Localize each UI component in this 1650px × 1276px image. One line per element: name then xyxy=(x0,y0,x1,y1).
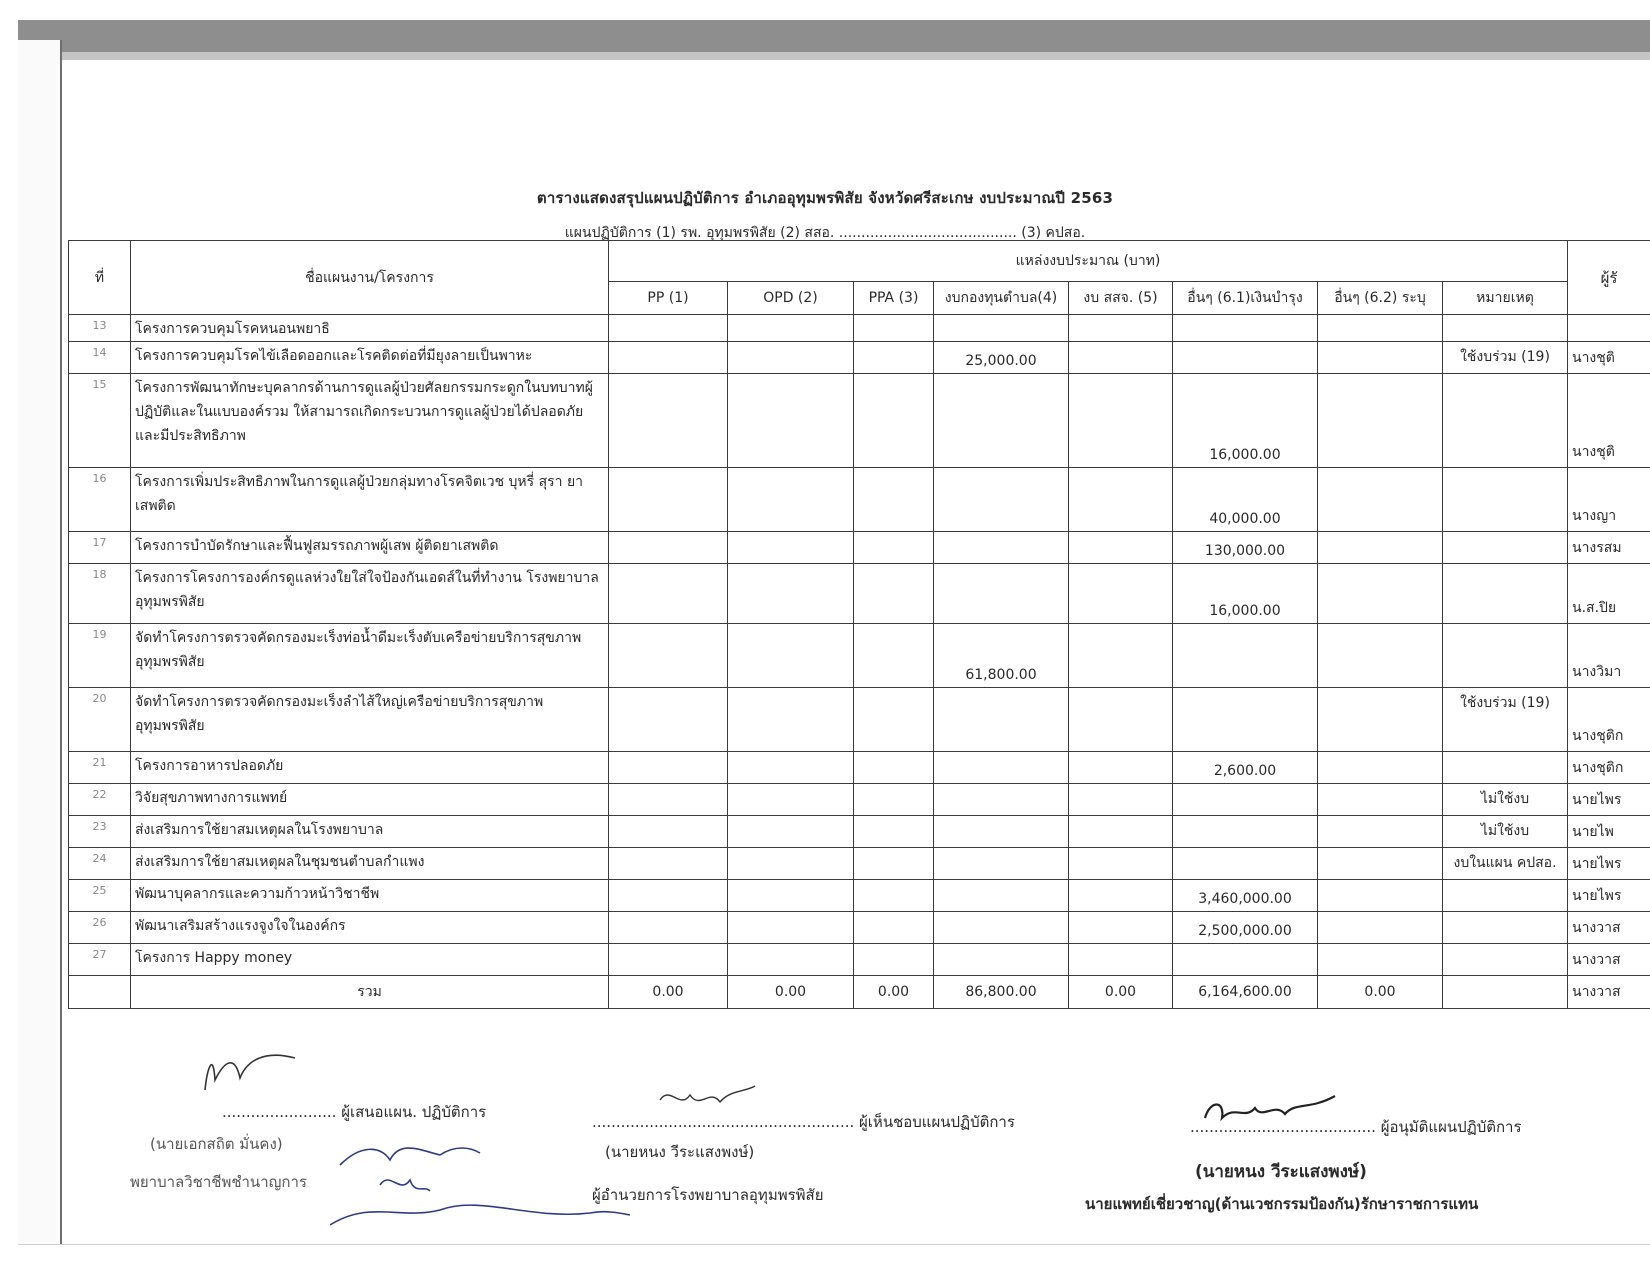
row-responsible: นางรสม xyxy=(1568,532,1650,564)
row-project-name: โครงการพัฒนาทักษะบุคลากรด้านการดูแลผู้ป่วยศัลยกรรมกระดูกในบทบาทผู้ปฏิบัติและในแบบองค์รวม ให้สามารถเกิดกระบวนการดูแลผู้ป่วยได้ปลอดภัยและมีประสิทธิภาพ xyxy=(131,374,609,468)
row-opd xyxy=(728,624,854,688)
total-note xyxy=(1443,976,1568,1009)
row-ssj xyxy=(1069,880,1173,912)
row-responsible: นางชุติก xyxy=(1568,688,1650,752)
total-pp: 0.00 xyxy=(609,976,728,1009)
row-number: 19 xyxy=(69,624,131,688)
total-other61: 6,164,600.00 xyxy=(1173,976,1318,1009)
table-row xyxy=(69,784,1650,816)
row-other62 xyxy=(1318,315,1443,342)
proposer-name: (นายเอกสถิต มั่นคง) xyxy=(150,1132,283,1156)
header-other62: อื่นๆ (6.2) ระบุ xyxy=(1318,282,1443,315)
row-note xyxy=(1443,374,1568,468)
table-row xyxy=(69,374,1650,468)
row-project-name: โครงการบำบัดรักษาและฟื้นฟูสมรรถภาพผู้เสพ ผู้ติดยาเสพติด xyxy=(131,532,609,564)
row-opd xyxy=(728,564,854,624)
row-opd xyxy=(728,688,854,752)
header-budget-source: แหล่งงบประมาณ (บาท) xyxy=(609,241,1568,282)
row-opd xyxy=(728,880,854,912)
row-responsible: นายไพร xyxy=(1568,848,1650,880)
row-other61 xyxy=(1173,784,1318,816)
row-fund xyxy=(934,374,1069,468)
row-ssj xyxy=(1069,848,1173,880)
row-ssj xyxy=(1069,688,1173,752)
row-responsible: น.ส.ปิย xyxy=(1568,564,1650,624)
total-label: รวม xyxy=(131,976,609,1009)
row-pp xyxy=(609,816,728,848)
document-title: ตารางแสดงสรุปแผนปฏิบัติการ อำเภออุทุมพรพิสัย จังหวัดศรีสะเกษ งบประมาณปี 2563 xyxy=(0,186,1650,210)
row-pp xyxy=(609,944,728,976)
row-fund xyxy=(934,315,1069,342)
scan-border-shadow xyxy=(18,52,1650,60)
row-note xyxy=(1443,624,1568,688)
row-ssj xyxy=(1069,532,1173,564)
row-ppa xyxy=(854,532,934,564)
row-other61: 2,600.00 xyxy=(1173,752,1318,784)
row-number: 22 xyxy=(69,784,131,816)
row-other62 xyxy=(1318,752,1443,784)
header-note: หมายเหตุ xyxy=(1443,282,1568,315)
row-other62 xyxy=(1318,912,1443,944)
row-pp xyxy=(609,468,728,532)
row-ppa xyxy=(854,624,934,688)
row-ssj xyxy=(1069,342,1173,374)
header-no: ที่ xyxy=(69,241,131,315)
row-responsible: นางชุติก xyxy=(1568,752,1650,784)
row-other61 xyxy=(1173,816,1318,848)
row-other62 xyxy=(1318,564,1443,624)
table-row xyxy=(69,532,1650,564)
row-pp xyxy=(609,784,728,816)
row-ppa xyxy=(854,752,934,784)
row-note xyxy=(1443,564,1568,624)
header-ssj: งบ สสจ. (5) xyxy=(1069,282,1173,315)
row-project-name: โครงการอาหารปลอดภัย xyxy=(131,752,609,784)
row-other61: 130,000.00 xyxy=(1173,532,1318,564)
row-other61: 16,000.00 xyxy=(1173,564,1318,624)
row-ppa xyxy=(854,468,934,532)
row-number: 20 xyxy=(69,688,131,752)
row-ssj xyxy=(1069,784,1173,816)
plan-summary-table xyxy=(68,240,1650,1009)
row-other61 xyxy=(1173,315,1318,342)
row-other62 xyxy=(1318,816,1443,848)
row-ssj xyxy=(1069,944,1173,976)
row-ssj xyxy=(1069,816,1173,848)
header-opd: OPD (2) xyxy=(728,282,854,315)
row-number: 14 xyxy=(69,342,131,374)
row-other61 xyxy=(1173,342,1318,374)
row-responsible: นายไพ xyxy=(1568,816,1650,848)
row-other62 xyxy=(1318,468,1443,532)
row-project-name: โครงการ Happy money xyxy=(131,944,609,976)
row-number: 27 xyxy=(69,944,131,976)
row-pp xyxy=(609,532,728,564)
approver1-name: (นายหนง วีระแสงพงษ์) xyxy=(605,1140,754,1164)
row-project-name: ส่งเสริมการใช้ยาสมเหตุผลในชุมชนตำบลกำแพง xyxy=(131,848,609,880)
row-opd xyxy=(728,532,854,564)
row-opd xyxy=(728,752,854,784)
row-project-name: โครงการเพิ่มประสิทธิภาพในการดูแลผู้ป่วยกลุ่มทางโรคจิตเวช บุหรี่ สุรา ยาเสพติด xyxy=(131,468,609,532)
row-pp xyxy=(609,912,728,944)
row-other62 xyxy=(1318,624,1443,688)
row-responsible: นางวาส xyxy=(1568,944,1650,976)
row-ppa xyxy=(854,784,934,816)
header-responsible: ผู้รั xyxy=(1568,241,1650,315)
row-number: 21 xyxy=(69,752,131,784)
scan-border-bottom xyxy=(18,1244,1650,1276)
total-row xyxy=(69,976,1650,1009)
row-other62 xyxy=(1318,848,1443,880)
row-note: ไม่ใช้งบ xyxy=(1443,816,1568,848)
row-fund xyxy=(934,564,1069,624)
document-subtitle: แผนปฏิบัติการ (1) รพ. อุทุมพรพิสัย (2) สสอ. ........................................ (3) คปสอ. xyxy=(0,222,1650,244)
row-other62 xyxy=(1318,784,1443,816)
total-responsible: นางวาส xyxy=(1568,976,1650,1009)
table-row xyxy=(69,468,1650,532)
approver2-name: (นายหนง วีระแสงพงษ์) xyxy=(1195,1158,1367,1185)
row-pp xyxy=(609,688,728,752)
row-fund xyxy=(934,688,1069,752)
row-note xyxy=(1443,880,1568,912)
row-ppa xyxy=(854,816,934,848)
table-row xyxy=(69,848,1650,880)
table-row xyxy=(69,688,1650,752)
row-other62 xyxy=(1318,342,1443,374)
header-other61: อื่นๆ (6.1)เงินบำรุง xyxy=(1173,282,1318,315)
row-opd xyxy=(728,468,854,532)
approver2-role: ....................................... ผู้อนุมัติแผนปฏิบัติการ xyxy=(1190,1115,1522,1139)
row-number: 26 xyxy=(69,912,131,944)
table-row xyxy=(69,880,1650,912)
row-responsible: นายไพร xyxy=(1568,784,1650,816)
row-opd xyxy=(728,816,854,848)
row-ssj xyxy=(1069,315,1173,342)
row-opd xyxy=(728,848,854,880)
approver2-position: นายแพทย์เชี่ยวชาญ(ด้านเวชกรรมป้องกัน)รักษาราชการแทน xyxy=(1085,1192,1478,1216)
row-other61: 40,000.00 xyxy=(1173,468,1318,532)
row-project-name: พัฒนาบุคลากรและความก้าวหน้าวิชาชีพ xyxy=(131,880,609,912)
row-note xyxy=(1443,912,1568,944)
approver1-role: ....................................................... ผู้เห็นชอบแผนปฏิบัติการ xyxy=(592,1110,1015,1134)
row-project-name: โครงการควบคุมโรคไข้เลือดออกและโรคติดต่อที่มียุงลายเป็นพาหะ xyxy=(131,342,609,374)
row-pp xyxy=(609,624,728,688)
row-fund: 61,800.00 xyxy=(934,624,1069,688)
row-note: ใช้งบร่วม (19) xyxy=(1443,688,1568,752)
row-pp xyxy=(609,315,728,342)
row-ppa xyxy=(854,880,934,912)
row-number: 24 xyxy=(69,848,131,880)
row-fund xyxy=(934,468,1069,532)
table-row xyxy=(69,752,1650,784)
row-fund: 25,000.00 xyxy=(934,342,1069,374)
scan-border-top xyxy=(18,20,1650,52)
total-opd: 0.00 xyxy=(728,976,854,1009)
row-responsible xyxy=(1568,315,1650,342)
row-other61 xyxy=(1173,944,1318,976)
row-ppa xyxy=(854,342,934,374)
row-project-name: จัดทำโครงการตรวจคัดกรองมะเร็งลำไส้ใหญ่เครือข่ายบริการสุขภาพอุทุมพรพิสัย xyxy=(131,688,609,752)
table-row xyxy=(69,315,1650,342)
header-ppa: PPA (3) xyxy=(854,282,934,315)
row-note: ใช้งบร่วม (19) xyxy=(1443,342,1568,374)
row-fund xyxy=(934,532,1069,564)
total-ssj: 0.00 xyxy=(1069,976,1173,1009)
row-note xyxy=(1443,752,1568,784)
row-ppa xyxy=(854,912,934,944)
row-other61 xyxy=(1173,688,1318,752)
row-ppa xyxy=(854,315,934,342)
row-other61 xyxy=(1173,848,1318,880)
row-note xyxy=(1443,944,1568,976)
row-number: 15 xyxy=(69,374,131,468)
row-ppa xyxy=(854,564,934,624)
row-number: 18 xyxy=(69,564,131,624)
table-row xyxy=(69,564,1650,624)
row-project-name: จัดทำโครงการตรวจคัดกรองมะเร็งท่อน้ำดีมะเร็งตับเครือข่ายบริการสุขภาพอุทุมพรพิสัย xyxy=(131,624,609,688)
row-opd xyxy=(728,374,854,468)
row-fund xyxy=(934,784,1069,816)
row-responsible: นางวิมา xyxy=(1568,624,1650,688)
row-note xyxy=(1443,315,1568,342)
scan-border-left xyxy=(18,40,62,1245)
row-responsible: นายไพร xyxy=(1568,880,1650,912)
total-ppa: 0.00 xyxy=(854,976,934,1009)
proposer-position: พยาบาลวิชาชีพชำนาญการ xyxy=(130,1170,307,1194)
total-no-cell xyxy=(69,976,131,1009)
total-fund: 86,800.00 xyxy=(934,976,1069,1009)
proposer-role: ........................ ผู้เสนอแผน. ปฏิบัติการ xyxy=(222,1100,486,1124)
row-ppa xyxy=(854,848,934,880)
row-project-name: พัฒนาเสริมสร้างแรงจูงใจในองค์กร xyxy=(131,912,609,944)
row-fund xyxy=(934,752,1069,784)
table-row xyxy=(69,944,1650,976)
row-other62 xyxy=(1318,944,1443,976)
row-note: ไม่ใช้งบ xyxy=(1443,784,1568,816)
row-project-name: ส่งเสริมการใช้ยาสมเหตุผลในโรงพยาบาล xyxy=(131,816,609,848)
row-opd xyxy=(728,912,854,944)
header-project-name: ชื่อแผนงาน/โครงการ xyxy=(131,241,609,315)
row-fund xyxy=(934,816,1069,848)
row-fund xyxy=(934,944,1069,976)
table-row xyxy=(69,342,1650,374)
header-fund: งบกองทุนตำบล(4) xyxy=(934,282,1069,315)
row-ssj xyxy=(1069,374,1173,468)
row-number: 17 xyxy=(69,532,131,564)
row-pp xyxy=(609,564,728,624)
row-fund xyxy=(934,880,1069,912)
row-other62 xyxy=(1318,532,1443,564)
row-pp xyxy=(609,880,728,912)
row-number: 23 xyxy=(69,816,131,848)
row-pp xyxy=(609,848,728,880)
row-note xyxy=(1443,468,1568,532)
row-other62 xyxy=(1318,880,1443,912)
row-opd xyxy=(728,944,854,976)
row-opd xyxy=(728,315,854,342)
table-row xyxy=(69,912,1650,944)
row-number: 25 xyxy=(69,880,131,912)
row-pp xyxy=(609,752,728,784)
row-other61: 16,000.00 xyxy=(1173,374,1318,468)
row-responsible: นางชุติ xyxy=(1568,342,1650,374)
row-responsible: นางวาส xyxy=(1568,912,1650,944)
row-project-name: โครงการโครงการองค์กรดูแลห่วงใยใส่ใจป้องกันเอดส์ในที่ทำงาน โรงพยาบาลอุทุมพรพิสัย xyxy=(131,564,609,624)
row-opd xyxy=(728,784,854,816)
row-ssj xyxy=(1069,752,1173,784)
row-ssj xyxy=(1069,564,1173,624)
row-number: 16 xyxy=(69,468,131,532)
table-row xyxy=(69,816,1650,848)
row-other62 xyxy=(1318,374,1443,468)
endorser-signature xyxy=(330,1125,630,1235)
row-responsible: นางชุติ xyxy=(1568,374,1650,468)
row-note: งบในแผน คปสอ. xyxy=(1443,848,1568,880)
row-pp xyxy=(609,374,728,468)
row-other62 xyxy=(1318,688,1443,752)
proposer-signature xyxy=(195,1040,305,1100)
row-other61: 3,460,000.00 xyxy=(1173,880,1318,912)
header-pp: PP (1) xyxy=(609,282,728,315)
row-ssj xyxy=(1069,912,1173,944)
row-responsible: นางญา xyxy=(1568,468,1650,532)
table-row xyxy=(69,624,1650,688)
row-ssj xyxy=(1069,468,1173,532)
row-ssj xyxy=(1069,624,1173,688)
row-number: 13 xyxy=(69,315,131,342)
row-fund xyxy=(934,912,1069,944)
row-note xyxy=(1443,532,1568,564)
table-body xyxy=(69,315,1650,976)
row-fund xyxy=(934,848,1069,880)
row-ppa xyxy=(854,688,934,752)
row-project-name: วิจัยสุขภาพทางการแพทย์ xyxy=(131,784,609,816)
row-opd xyxy=(728,342,854,374)
row-ppa xyxy=(854,374,934,468)
row-other61: 2,500,000.00 xyxy=(1173,912,1318,944)
row-other61 xyxy=(1173,624,1318,688)
total-other62: 0.00 xyxy=(1318,976,1443,1009)
row-project-name: โครงการควบคุมโรคหนอนพยาธิ xyxy=(131,315,609,342)
row-pp xyxy=(609,342,728,374)
approver1-position: ผู้อำนวยการโรงพยาบาลอุทุมพรพิสัย xyxy=(592,1183,823,1207)
row-ppa xyxy=(854,944,934,976)
